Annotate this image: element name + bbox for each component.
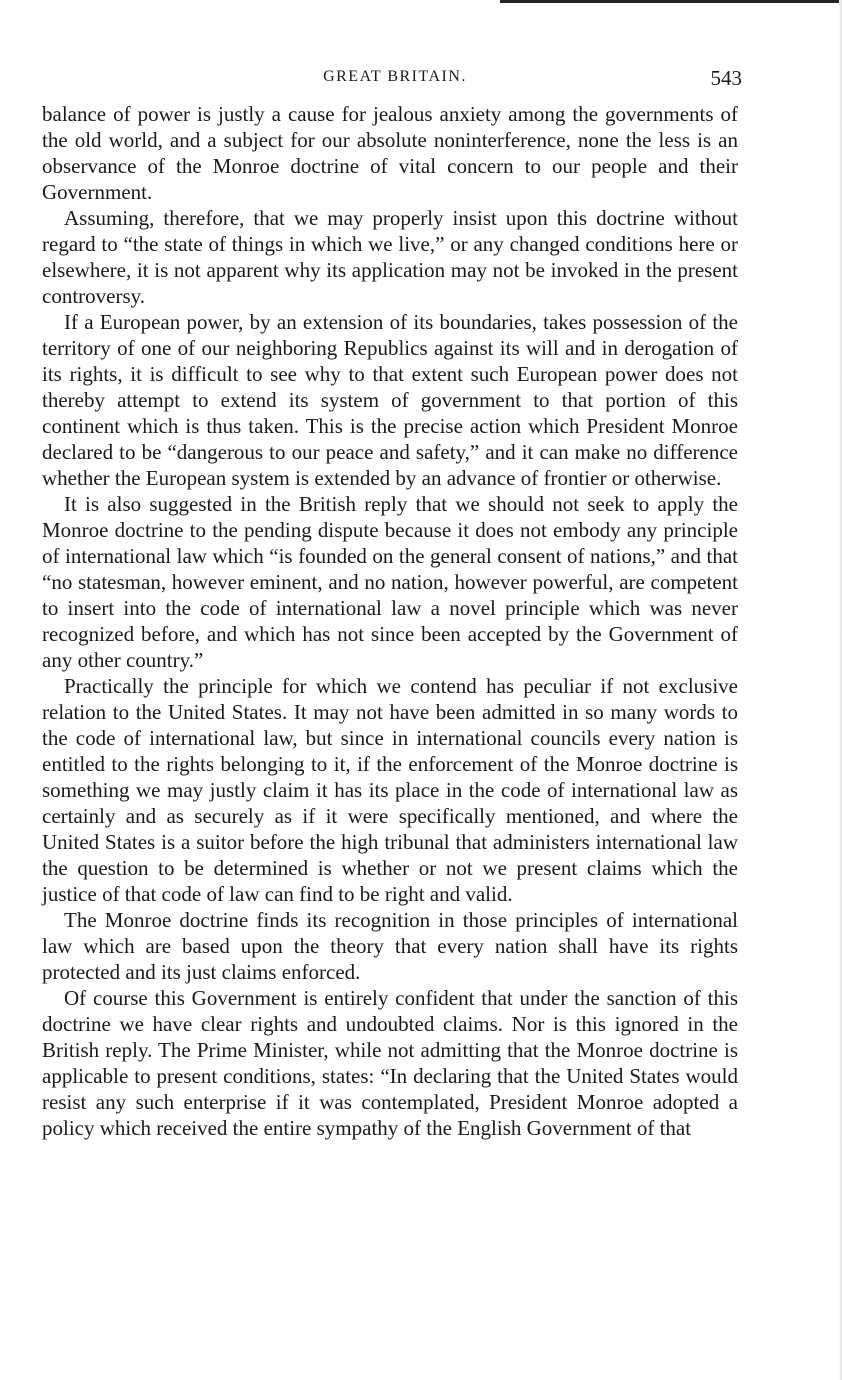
paragraph: The Monroe doctrine finds its recognition in those principles of international law which are based upon the theory that every nation shall have its rights protected and its just claims enforced.	[42, 908, 738, 984]
top-border-rule	[500, 0, 842, 3]
paragraph: If a European power, by an extension of its boundaries, takes possession of the territory of one of our neighboring Republics against its will and in derogation of its rights, it is difficult to see why to that extent such European power does not thereby attempt to extend its system of government to that portion of this continent which is thus taken. This is the precise action which President Monroe declared to be “dangerous to our peace and safety,” and it can make no difference whether the European system is extended by an advance of frontier or otherwise.	[42, 310, 738, 490]
paragraph: It is also suggested in the British reply that we should not seek to apply the Monroe doctrine to the pending dispute because it does not embody any principle of international law which “is founded on the general consent of nations,” and that “no statesman, however eminent, and no nation, however powerful, are competent to insert into the code of international law a novel principle which was never recognized before, and which has not since been accepted by the Government of any other country.”	[42, 492, 738, 672]
paragraph-continuation: balance of power is justly a cause for jealous anxiety among the governments of the old world, and a subject for our absolute noninterference, none the less is an observance of the Monroe doctrine of vital concern to our people and their Government.	[42, 102, 738, 204]
page-header	[48, 66, 742, 94]
page-number: 543	[710, 66, 742, 90]
page-body	[42, 101, 738, 1141]
running-head: GREAT BRITAIN.	[323, 68, 467, 85]
paragraph: Of course this Government is entirely confident that under the sanction of this doctrine we have clear rights and undoubted claims. Nor is this ignored in the British reply. The Prime Minister, while not admitting that the Monroe doctrine is applicable to present conditions, states: “In declaring that the United States would resist any such enterprise if it was contemplated, President Monroe adopted a policy which received the entire sympathy of the English Government of that	[42, 986, 738, 1140]
paragraph: Assuming, therefore, that we may properly insist upon this doctrine without regard to “the state of things in which we live,” or any changed conditions here or elsewhere, it is not apparent why its application may not be invoked in the present controversy.	[42, 206, 738, 308]
paragraph: Practically the principle for which we contend has peculiar if not exclusive relation to the United States. It may not have been admitted in so many words to the code of international law, but since in international councils every nation is entitled to the rights belonging to it, if the enforcement of the Monroe doctrine is something we may justly claim it has its place in the code of international law as certainly and as securely as if it were specifically mentioned, and where the United States is a suitor before the high tribunal that administers international law the question to be determined is whether or not we present claims which the justice of that code of law can find to be right and valid.	[42, 674, 738, 906]
